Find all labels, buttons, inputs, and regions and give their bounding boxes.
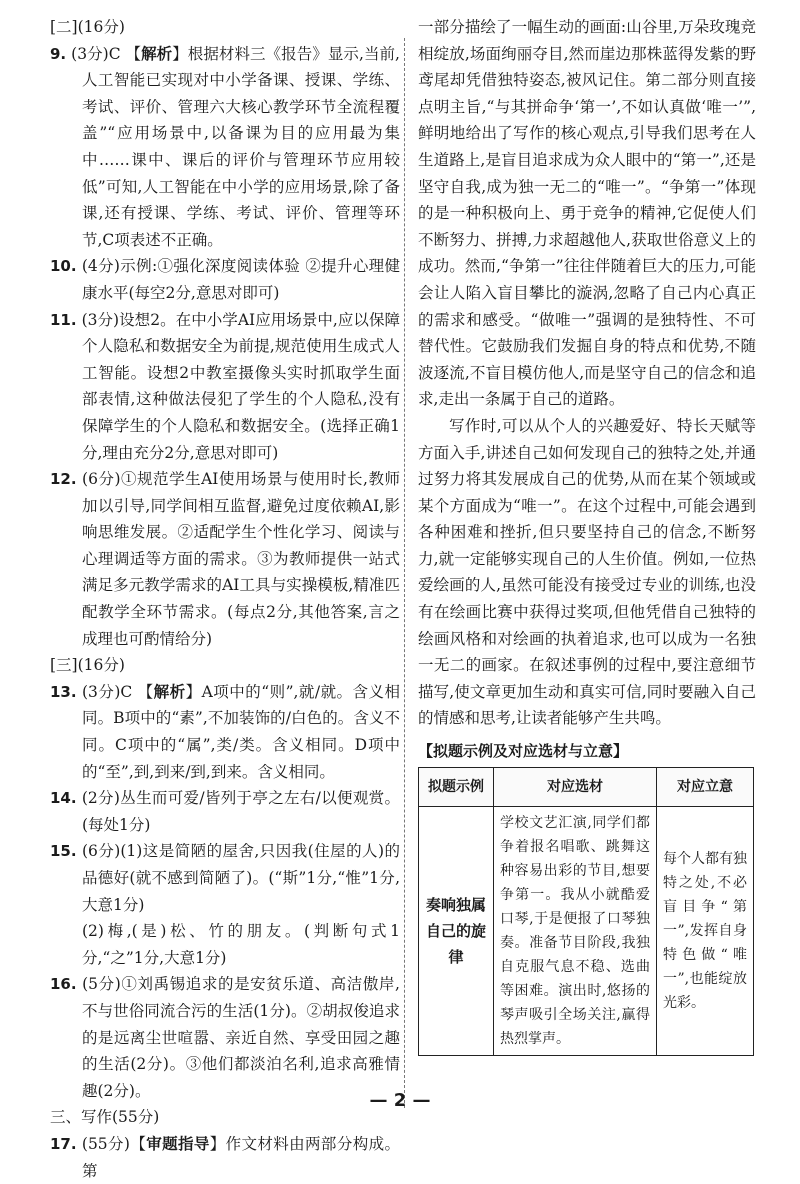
right-column bbox=[418, 14, 756, 1056]
answer-text: (6分)(1)这是简陋的屋舍,只因我(住屋的人)的品德好(就不感到简陋了)。(“斯”1分,“惟”1分,大意1分) bbox=[81, 842, 400, 914]
answer-text: (5分)①刘禹锡追求的是安贫乐道、高洁傲岸,不与世俗同流合污的生活(1分)。②胡叔俊追求的是远离尘世喧嚣、亲近自然、享受田园之趣的生活(2分)。③他们都淡泊名利,追求高雅情趣(2分)。 bbox=[82, 975, 400, 1100]
answer-16 bbox=[50, 971, 400, 1104]
answer-10 bbox=[50, 253, 400, 306]
answer-text: (6分)①规范学生AI使用场景与使用时长,教师加以引导,同学间相互监督,避免过度依赖AI,影响思维发展。②适配学生个性化学习、阅读与心理调适等方面的需求。③为教师提供一站式满足多元教学需求的AI工具与实操模板,精准匹配教学全环节需求。(每点2分,其他答案,言之成理也可酌情给分) bbox=[82, 470, 400, 648]
answer-text: (4分)示例:①强化深度阅读体验 ②提升心理健康水平(每空2分,意思对即可) bbox=[81, 257, 400, 302]
score-label: (3分)C 【 bbox=[71, 44, 142, 63]
header-title: 拟题示例 bbox=[419, 767, 494, 806]
answer-17 bbox=[50, 1131, 400, 1184]
answer-11 bbox=[50, 307, 400, 467]
question-number: 11. bbox=[50, 310, 77, 329]
question-number: 10. bbox=[50, 257, 77, 276]
answer-text: 】根据材料三《报告》显示,当前,人工智能已实现对中小学备课、授课、学练、考试、评价、管理六大核心教学环节全流程覆盖”“应用场景中,以备课为目的应用最为集中……课中、课后的评价与管理环节应用较低”可知,人工智能在中小学的应用场景,除了备课,还有授课、学练、考试、评价、管理等环节,C项表述不正确。 bbox=[82, 44, 400, 249]
question-number: 9. bbox=[50, 44, 67, 63]
left-column bbox=[50, 14, 400, 1184]
section-heading-3: [三](16分) bbox=[50, 656, 125, 675]
cell-title: 奏响独属自己的旋律 bbox=[419, 806, 494, 1055]
answer-text: (2分)丛生而可爱/皆列于亭之左右/以便观赏。(每处1分) bbox=[81, 789, 400, 834]
answer-12 bbox=[50, 466, 400, 652]
analysis-tag: 解析 bbox=[141, 44, 173, 63]
answer-9 bbox=[50, 41, 400, 254]
table-row bbox=[419, 806, 754, 1055]
table-heading: 【拟题示例及对应选材与立意】 bbox=[418, 742, 629, 761]
analysis-tag: 解析 bbox=[153, 682, 186, 701]
header-material: 对应选材 bbox=[494, 767, 657, 806]
table-header-row bbox=[419, 767, 754, 806]
answer-text: 】作文材料由两部分构成。第 bbox=[82, 1134, 400, 1180]
example-table bbox=[418, 767, 754, 1056]
question-number: 14. bbox=[50, 789, 77, 808]
score-label: (3分)C 【 bbox=[81, 682, 154, 701]
writing-advice-paragraph: 写作时,可以从个人的兴趣爱好、特长天赋等方面入手,讲述自己如何发现自己的独特之处,并通过努力将其发展成自己的优势,从而在某个领域或某个方面成为“唯一”。在这个过程中,可能会遇到各种困难和挫折,但只要坚持自己的信念,不断努力,就一定能够实现自己的人生价值。例如,一位热爱绘画的人,虽然可能没有接受过专业的训练,也没有在绘画比赛中获得过奖项,但他凭借自己独特的绘画风格和对绘画的执着追求,也可以成为一名独一无二的画家。在叙述事例的过程中,要注意细节描写,使文章更加生动和真实可信,同时要融入自己的情感和思考,让读者能够产生共鸣。 bbox=[418, 416, 756, 728]
column-divider bbox=[404, 38, 405, 1108]
question-number: 16. bbox=[50, 975, 77, 994]
cell-material: 学校文艺汇演,同学们都争着报名唱歌、跳舞这种容易出彩的节目,想要争第一。我从小就酷爱口琴,于是便报了口琴独奏。准备节目阶段,我独自克服气息不稳、选曲等困难。演出时,悠扬的琴声吸引全场关注,赢得热烈掌声。 bbox=[494, 806, 657, 1055]
question-number: 12. bbox=[50, 470, 77, 489]
answer-text: 】A项中的“则”,就/就。含义相同。B项中的“素”,不加装饰的/白色的。含义不同。C项中的“属”,类/类。含义相同。D项中的“至”,到,到来/到,到来。含义相同。 bbox=[82, 682, 400, 781]
answer-14 bbox=[50, 785, 400, 838]
writing-analysis-paragraph: 一部分描绘了一幅生动的画面:山谷里,万朵玫瑰竞相绽放,场面绚丽夺目,然而崖边那株蓝得发紫的野鸢尾却凭借独特姿态,被风记住。第二部分则直接点明主旨,“与其拼命争‘第一’,不如认真做‘唯一’”,鲜明地给出了写作的核心观点,引导我们思考在人生道路上,是盲目追求成为众人眼中的“第一”,还是坚守自我,成为独一无二的“唯一”。“争第一”体现的是一种积极向上、勇于竞争的精神,它促使人们不断努力、拼搏,力求超越他人,获取世俗意义上的成功。然而,“争第一”往往伴随着巨大的压力,可能会让人陷入盲目攀比的漩涡,忽略了自己内心真正的需求和感受。“做唯一”强调的是独特性、不可替代性。它鼓励我们发掘自身的特点和优势,不随波逐流,不盲目模仿他人,而是坚守自己的信念和追求,走出一条属于自己的道路。 bbox=[418, 18, 756, 409]
guidance-tag: 审题指导 bbox=[146, 1134, 210, 1153]
answer-13 bbox=[50, 679, 400, 785]
question-number: 15. bbox=[50, 842, 77, 861]
score-label: (55分)【 bbox=[81, 1134, 147, 1153]
page-number: — 2 — bbox=[369, 1090, 431, 1111]
section-heading-2: [二](16分) bbox=[50, 18, 125, 36]
section-heading-writing: 三、写作(55分) bbox=[50, 1108, 160, 1127]
header-idea: 对应立意 bbox=[657, 767, 754, 806]
answer-15-part2: (2)梅,(是)松、竹的朋友。(判断句式1分,“之”1分,大意1分) bbox=[82, 922, 400, 967]
cell-idea: 每个人都有独特之处,不必盲目争“第一”,发挥自身特色做“唯一”,也能绽放光彩。 bbox=[657, 806, 754, 1055]
question-number: 17. bbox=[50, 1134, 77, 1153]
answer-text: (3分)设想2。在中小学AI应用场景中,应以保障个人隐私和数据安全为前提,规范使用生成式人工智能。设想2中教室摄像头实时抓取学生面部表情,这种做法侵犯了学生的个人隐私,没有保障学生的个人隐私和数据安全。(选择正确1分,理由充分2分,意思对即可) bbox=[81, 310, 401, 462]
answer-15 bbox=[50, 838, 400, 918]
question-number: 13. bbox=[50, 682, 77, 701]
